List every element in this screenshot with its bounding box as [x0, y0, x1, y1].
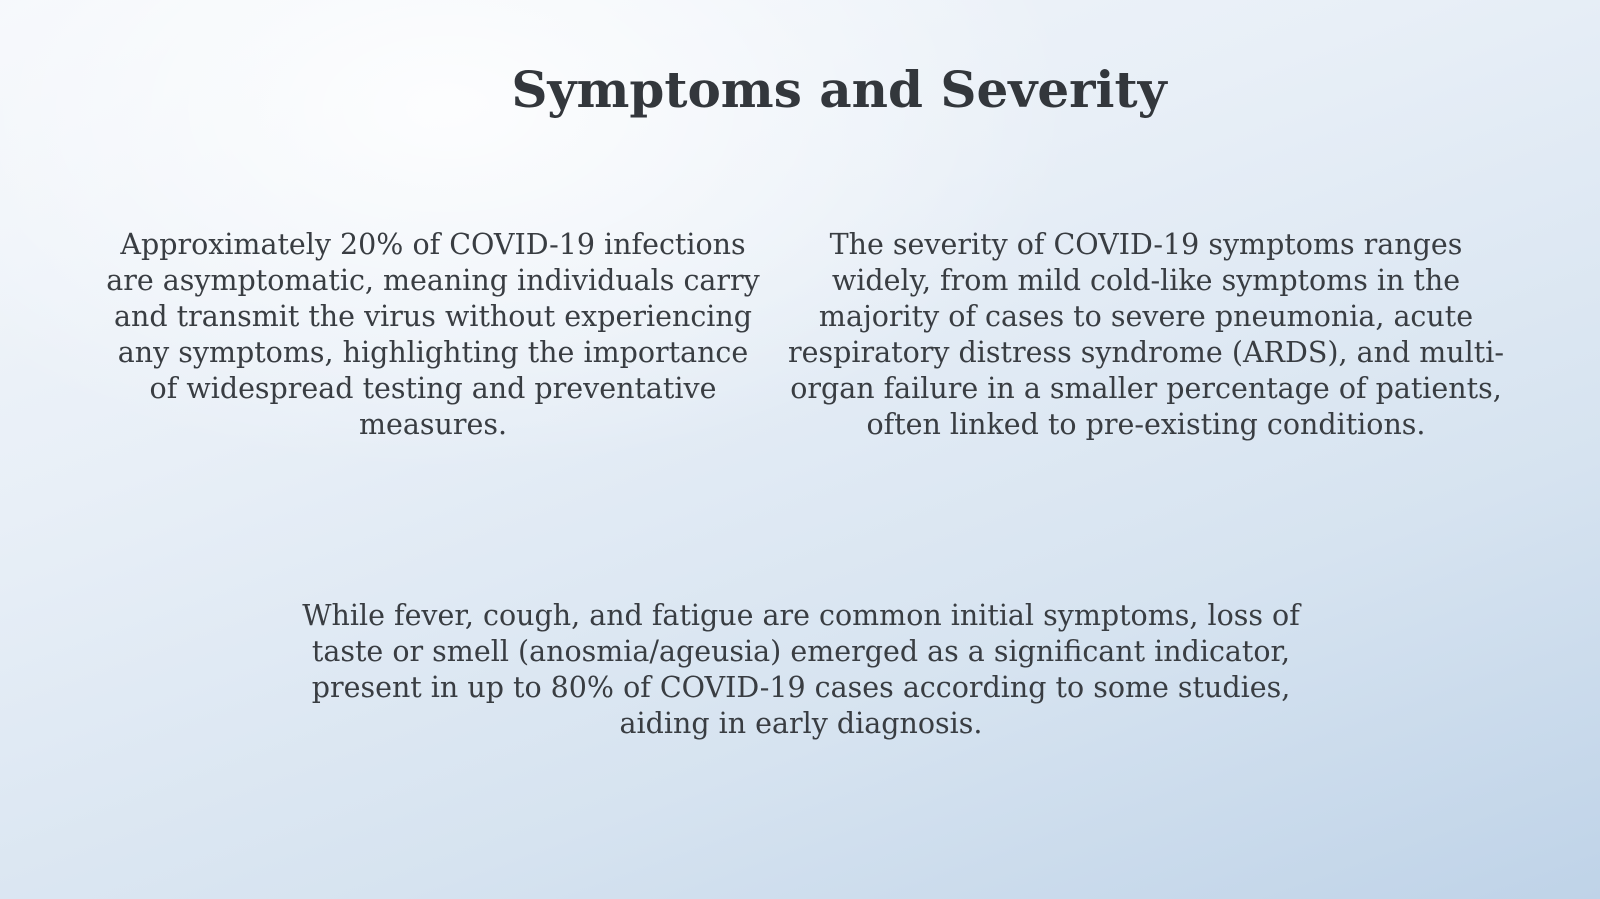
slide-title: Symptoms and Severity — [511, 60, 1167, 119]
paragraph-severity: The severity of COVID-19 symptoms ranges widely, from mild cold-like symptoms in the majority of cases to severe pneumonia, acute respiratory distress syndrome (ARDS), and multi-organ failure in a smaller percentage of patients, often linked to pre-existing conditions. — [788, 228, 1504, 441]
paragraph-asymptomatic: Approximately 20% of COVID-19 infections are asymptomatic, meaning individuals carry and transmit the virus without experiencing any symptoms, highlighting the importance of widespread testing and preventative measures. — [106, 228, 760, 441]
paragraph-initial-symptoms: While fever, cough, and fatigue are common initial symptoms, loss of taste or smell (anosmia/ageusia) emerged as a significant indicator, present in up to 80% of COVID-19 cases according to some studies, aiding in early diagnosis. — [302, 599, 1300, 740]
